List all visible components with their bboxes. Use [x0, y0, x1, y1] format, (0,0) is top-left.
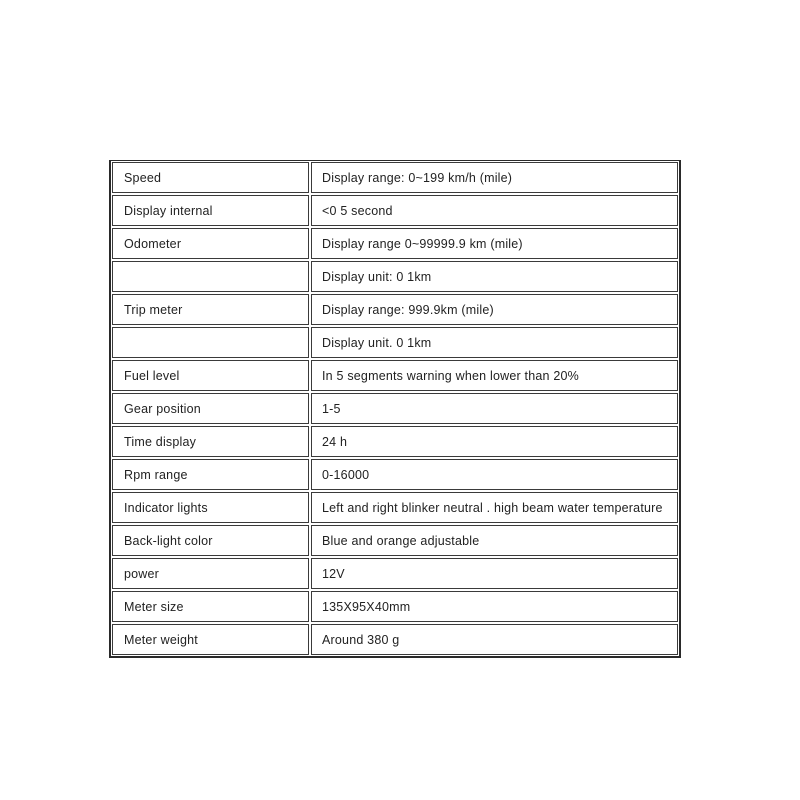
table-row: [112, 393, 678, 424]
table-row: [112, 261, 678, 292]
row-label: [112, 261, 309, 292]
row-value: 0-16000: [311, 459, 678, 490]
row-label: Speed: [112, 162, 309, 193]
table-row: [112, 294, 678, 325]
table-row: [112, 525, 678, 556]
row-label: power: [112, 558, 309, 589]
row-label: Meter size: [112, 591, 309, 622]
row-value: Display range: 999.9km (mile): [311, 294, 678, 325]
table-row: [112, 624, 678, 655]
row-label: Rpm range: [112, 459, 309, 490]
table-row: [112, 162, 678, 193]
row-label: Display internal: [112, 195, 309, 226]
table-row: [112, 195, 678, 226]
row-label: Back-light color: [112, 525, 309, 556]
row-value: Display unit. 0 1km: [311, 327, 678, 358]
spec-table: [109, 160, 681, 658]
row-label: Fuel level: [112, 360, 309, 391]
table-row: [112, 360, 678, 391]
table-row: [112, 426, 678, 457]
row-label: Indicator lights: [112, 492, 309, 523]
row-value: Around 380 g: [311, 624, 678, 655]
row-value: Display range: 0~199 km/h (mile): [311, 162, 678, 193]
row-value: Blue and orange adjustable: [311, 525, 678, 556]
row-label: Gear position: [112, 393, 309, 424]
row-value: <0 5 second: [311, 195, 678, 226]
table-row: [112, 591, 678, 622]
row-value: 24 h: [311, 426, 678, 457]
row-value: 1-5: [311, 393, 678, 424]
row-value: Display range 0~99999.9 km (mile): [311, 228, 678, 259]
table-row: [112, 228, 678, 259]
table-row: [112, 558, 678, 589]
table-row: [112, 459, 678, 490]
row-value: 12V: [311, 558, 678, 589]
table-row: [112, 492, 678, 523]
row-value: 135X95X40mm: [311, 591, 678, 622]
row-label: Trip meter: [112, 294, 309, 325]
row-label: Meter weight: [112, 624, 309, 655]
row-value: Left and right blinker neutral . high beam water temperature: [311, 492, 678, 523]
row-label: [112, 327, 309, 358]
row-value: In 5 segments warning when lower than 20%: [311, 360, 678, 391]
row-label: Time display: [112, 426, 309, 457]
row-value: Display unit: 0 1km: [311, 261, 678, 292]
table-row: [112, 327, 678, 358]
row-label: Odometer: [112, 228, 309, 259]
